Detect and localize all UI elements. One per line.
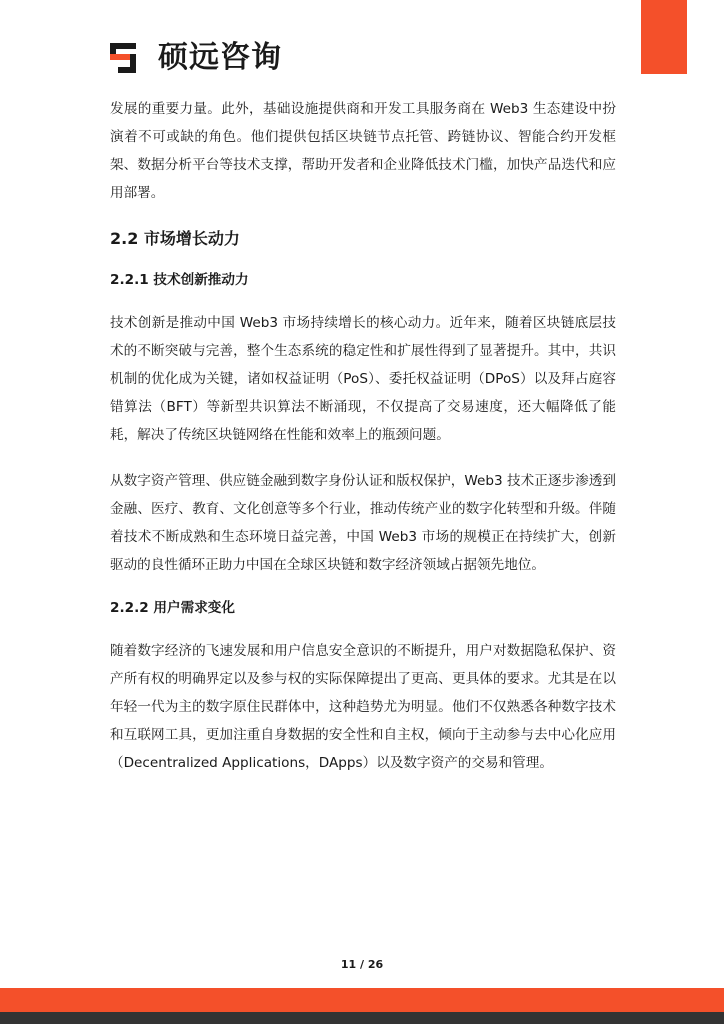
brand-mark-icon bbox=[110, 43, 150, 73]
document-body bbox=[110, 95, 616, 777]
footer-dark-bar bbox=[0, 1012, 724, 1024]
subsection-heading-2-2-2: 2.2.2 用户需求变化 bbox=[110, 600, 235, 616]
brand-name: 硕远咨询 bbox=[158, 40, 282, 75]
paragraph-user-demand: 随着数字经济的飞速发展和用户信息安全意识的不断提升，用户对数据隐私保护、资产所有权的明确界定以及参与权的实际保障提出了更高、更具体的要求。尤其是在以年轻一代为主的数字原住民群体中，这种趋势尤为明显。他们不仅熟悉各种数字技术和互联网工具，更加注重自身数据的安全性和自主权，倾向于主动参与去中心化应用（Decentralized Applications，DApps）以及数字资产的交易和管理。 bbox=[110, 643, 616, 771]
brand-logo bbox=[110, 40, 282, 76]
paragraph-intro: 发展的重要力量。此外，基础设施提供商和开发工具服务商在 Web3 生态建设中扮演着不可或缺的角色。他们提供包括区块链节点托管、跨链协议、智能合约开发框架、数据分析平台等技术支撑，帮助开发者和企业降低技术门槛，加快产品迭代和应用部署。 bbox=[110, 101, 616, 201]
paragraph-tech-innovation: 技术创新是推动中国 Web3 市场持续增长的核心动力。近年来，随着区块链底层技术的不断突破与完善，整个生态系统的稳定性和扩展性得到了显著提升。其中，共识机制的优化成为关键，诸如权益证明（PoS）、委托权益证明（DPoS）以及拜占庭容错算法（BFT）等新型共识算法不断涌现，不仅提高了交易速度，还大幅降低了能耗，解决了传统区块链网络在性能和效率上的瓶颈问题。 bbox=[110, 315, 616, 443]
corner-accent-tab bbox=[641, 0, 687, 74]
section-heading-2-2: 2.2 市场增长动力 bbox=[110, 229, 240, 248]
footer-accent-bar bbox=[0, 988, 724, 1012]
subsection-heading-2-2-1: 2.2.1 技术创新推动力 bbox=[110, 272, 249, 288]
page-number: 11 / 26 bbox=[340, 958, 384, 971]
paragraph-web3-penetration: 从数字资产管理、供应链金融到数字身份认证和版权保护，Web3 技术正逐步渗透到金融、医疗、教育、文化创意等多个行业，推动传统产业的数字化转型和升级。伴随着技术不断成熟和生态环境日益完善，中国 Web3 市场的规模正在持续扩大，创新驱动的良性循环正助力中国在全球区块链和数字经济领域占据领先地位。 bbox=[110, 473, 616, 573]
